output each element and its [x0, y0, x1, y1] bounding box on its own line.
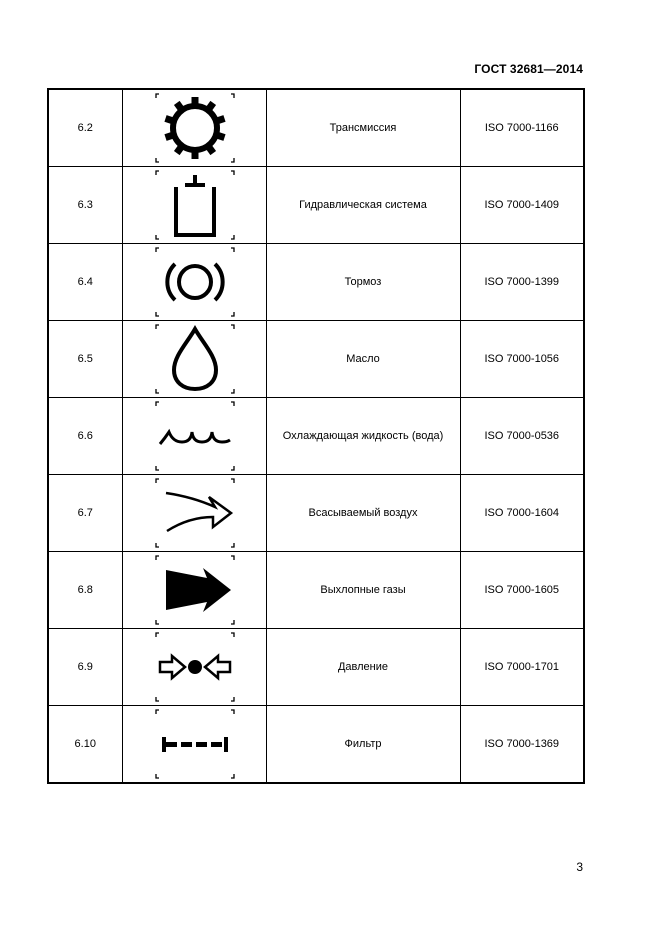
- iso-reference: ISO 7000-0536: [460, 398, 584, 475]
- iso-reference: ISO 7000-1369: [460, 706, 584, 784]
- symbol-cell: [122, 244, 266, 321]
- iso-reference: ISO 7000-1056: [460, 321, 584, 398]
- row-number: 6.5: [48, 321, 122, 398]
- symbol-cell: [122, 706, 266, 784]
- table-row: [48, 706, 584, 784]
- symbol-cell: [122, 89, 266, 167]
- symbol-cell: [122, 629, 266, 706]
- table-row: [48, 629, 584, 706]
- iso-reference: ISO 7000-1399: [460, 244, 584, 321]
- row-number: 6.2: [48, 89, 122, 167]
- row-number: 6.9: [48, 629, 122, 706]
- hydraulic-system-icon: [176, 175, 214, 235]
- symbol-cell: [122, 398, 266, 475]
- table-row: [48, 89, 584, 167]
- iso-reference: ISO 7000-1604: [460, 475, 584, 552]
- symbol-cell: [122, 167, 266, 244]
- document-header-standard: ГОСТ 32681—2014: [474, 62, 583, 76]
- symbol-name: Давление: [266, 629, 460, 706]
- iso-reference: ISO 7000-1701: [460, 629, 584, 706]
- symbol-name: Масло: [266, 321, 460, 398]
- symbol-name: Тормоз: [266, 244, 460, 321]
- symbol-cell: [122, 475, 266, 552]
- symbol-cell: [122, 552, 266, 629]
- symbols-table: [47, 88, 585, 784]
- symbol-name: Всасываемый воздух: [266, 475, 460, 552]
- symbol-name: Охлаждающая жидкость (вода): [266, 398, 460, 475]
- page-number: 3: [576, 860, 583, 874]
- table-row: [48, 321, 584, 398]
- iso-reference: ISO 7000-1409: [460, 167, 584, 244]
- table-row: [48, 398, 584, 475]
- oil-drop-icon: [174, 329, 216, 389]
- symbol-name: Трансмиссия: [266, 89, 460, 167]
- row-number: 6.7: [48, 475, 122, 552]
- brake-icon: [167, 264, 222, 300]
- transmission-gear-icon: [164, 97, 225, 159]
- table-row: [48, 244, 584, 321]
- symbol-name: Гидравлическая система: [266, 167, 460, 244]
- exhaust-gas-icon: [166, 568, 231, 612]
- pressure-icon: [160, 656, 230, 678]
- filter-icon: [162, 737, 228, 752]
- table-row: [48, 167, 584, 244]
- coolant-waves-icon: [160, 432, 230, 444]
- table-row: [48, 475, 584, 552]
- symbol-cell: [122, 321, 266, 398]
- iso-reference: ISO 7000-1605: [460, 552, 584, 629]
- row-number: 6.4: [48, 244, 122, 321]
- iso-reference: ISO 7000-1166: [460, 89, 584, 167]
- row-number: 6.10: [48, 706, 122, 784]
- row-number: 6.3: [48, 167, 122, 244]
- symbol-name: Выхлопные газы: [266, 552, 460, 629]
- row-number: 6.8: [48, 552, 122, 629]
- row-number: 6.6: [48, 398, 122, 475]
- symbol-name: Фильтр: [266, 706, 460, 784]
- table-row: [48, 552, 584, 629]
- intake-air-icon: [166, 493, 231, 531]
